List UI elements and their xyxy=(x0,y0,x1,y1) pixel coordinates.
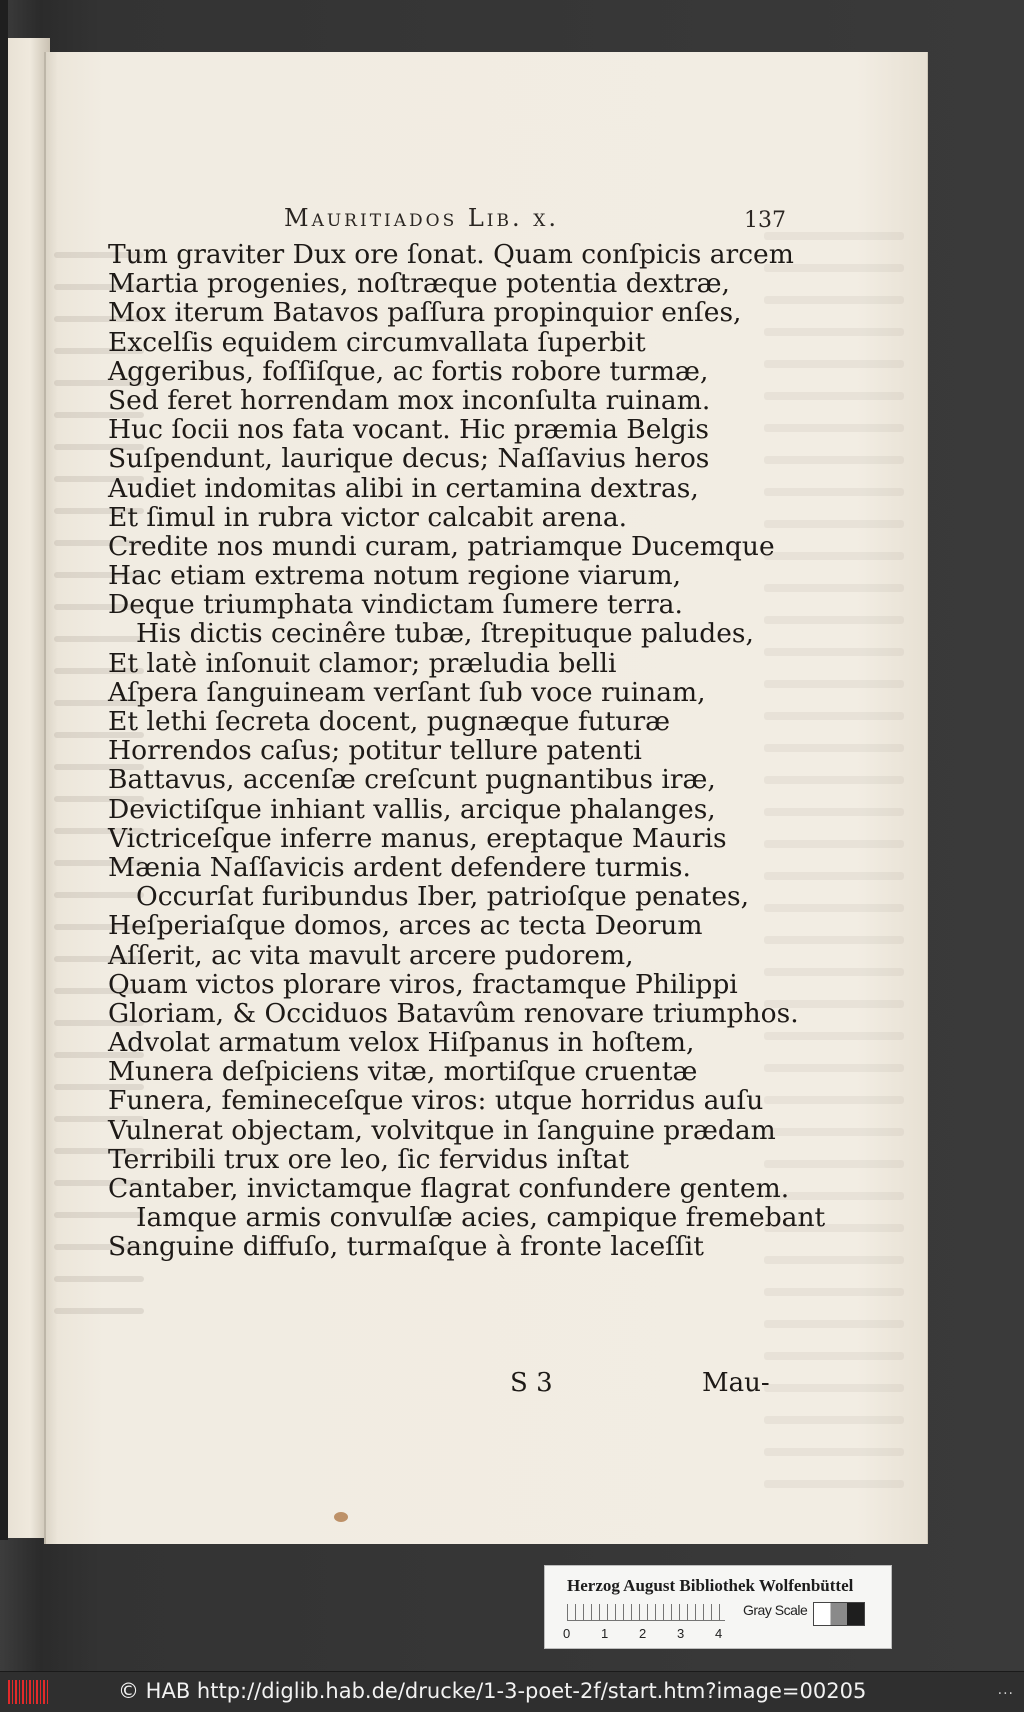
ruler-number: 4 xyxy=(715,1626,723,1641)
grayscale-label: Gray Scale xyxy=(743,1602,808,1618)
verse-line: Terribili trux ore leo, ſic fervidus inſtat xyxy=(108,1143,630,1175)
verse-line: Aſpera ſanguineam verſant ſub voce ruinam, xyxy=(108,676,706,708)
verse-line: Quam victos plorare viros, fractamque Philippi xyxy=(108,968,738,1000)
verse-line: Excelſis equidem circumvallata ſuperbit xyxy=(108,326,646,358)
verse-line: Aſſerit, ac vita mavult arcere pudorem, xyxy=(108,939,634,971)
catchword: Mau- xyxy=(702,1368,770,1398)
verse-line: Battavus, accenſæ creſcunt pugnantibus iræ, xyxy=(108,764,716,796)
verse-line: Cantaber, invictamque flagrat confundere gentem. xyxy=(108,1173,790,1204)
verse-line: Victriceſque inferre manus, ereptaque Mauris xyxy=(108,822,727,854)
verse-line: Huc ſocii nos fata vocant. Hic præmia Belgis xyxy=(108,414,709,446)
verse-line: Et lethi ſecreta docent, pugnæque futuræ xyxy=(108,706,671,737)
verse-line: Heſperiaſque domos, arces ac tecta Deorum xyxy=(108,910,703,942)
verse-line: His dictis cecinêre tubæ, ſtrepituque paludes, xyxy=(136,618,754,650)
grayscale-chart xyxy=(813,1602,865,1626)
verse-line: Suſpendunt, laurique decus; Naſſavius heros xyxy=(108,443,710,475)
verse-line: Munera deſpiciens vitæ, mortiſque cruentæ xyxy=(108,1056,698,1088)
verse-line: Horrendos caſus; potitur tellure patenti xyxy=(108,735,642,767)
verse-line: Gloriam, & Occiduos Batavûm renovare triumphos. xyxy=(108,997,799,1029)
verse-line: Deque triumphata vindictam ſumere terra. xyxy=(108,589,683,621)
verse-line: Devictiſque inhiant vallis, arcique phalanges, xyxy=(108,793,716,825)
verse-line: Martia progenies, noſtræque potentia dextræ, xyxy=(108,268,730,300)
verse-line: Sanguine diffuſo, turmaſque à fronte laceſſit xyxy=(108,1231,704,1263)
verse-line: Aggeribus, foſſiſque, ac fortis robore turmæ, xyxy=(108,355,709,387)
ruler-number: 0 xyxy=(563,1626,571,1641)
book-page xyxy=(44,52,928,1544)
ruler-number: 1 xyxy=(601,1626,609,1641)
more-menu-button[interactable]: ... xyxy=(997,1682,1014,1698)
signature-mark: S 3 xyxy=(510,1368,553,1398)
verse-line: Audiet indomitas alibi in certamina dextras, xyxy=(108,472,699,504)
paper-stain xyxy=(334,1512,348,1522)
library-name: Herzog August Bibliothek Wolfenbüttel xyxy=(567,1576,854,1595)
verse-line: Mox iterum Batavos paſſura propinquior enſes, xyxy=(108,297,742,329)
ruler-number: 2 xyxy=(639,1626,647,1641)
verse-line: Iamque armis convulſæ acies, campique fremebant xyxy=(136,1202,826,1234)
verse-line: Funera, femineceſque viros: utque horridus auſu xyxy=(108,1085,764,1117)
verse-line: Sed feret horrendam mox inconſulta ruinam. xyxy=(108,384,711,416)
verse-line: Mænia Naſſavicis ardent defendere turmis. xyxy=(108,851,691,883)
verse-line: Occurſat furibundus Iber, patrioſque penates, xyxy=(136,881,750,913)
status-bar xyxy=(0,1671,1024,1712)
verse-line: Et latè inſonuit clamor; præludia belli xyxy=(108,647,617,679)
barcode-icon xyxy=(8,1680,48,1704)
verse-line: Vulnerat objectam, volvitque in ſanguine prædam xyxy=(108,1114,776,1146)
verse-line: Et ſimul in rubra victor calcabit arena. xyxy=(108,501,628,533)
scale-ruler xyxy=(567,1604,725,1621)
book-spine-shadow xyxy=(0,0,8,1540)
verse-line: Hac etiam extrema notum regione viarum, xyxy=(108,560,682,592)
page-number: 137 xyxy=(744,208,786,233)
verse-line: Tum graviter Dux ore ſonat. Quam conſpicis arcem xyxy=(108,239,794,270)
running-head: Mauritiados Lib. x. xyxy=(284,204,560,232)
color-target xyxy=(544,1565,892,1649)
page-header xyxy=(44,204,928,234)
ruler-number: 3 xyxy=(677,1626,685,1641)
verse-line: Advolat armatum velox Hiſpanus in hoſtem, xyxy=(108,1027,695,1059)
copyright-url[interactable]: © HAB http://diglib.hab.de/drucke/1-3-poet-2f/start.htm?image=00205 xyxy=(118,1679,867,1703)
verse-text xyxy=(108,239,826,1263)
verse-line: Credite nos mundi curam, patriamque Ducemque xyxy=(108,530,775,562)
page-footer xyxy=(44,1368,928,1400)
